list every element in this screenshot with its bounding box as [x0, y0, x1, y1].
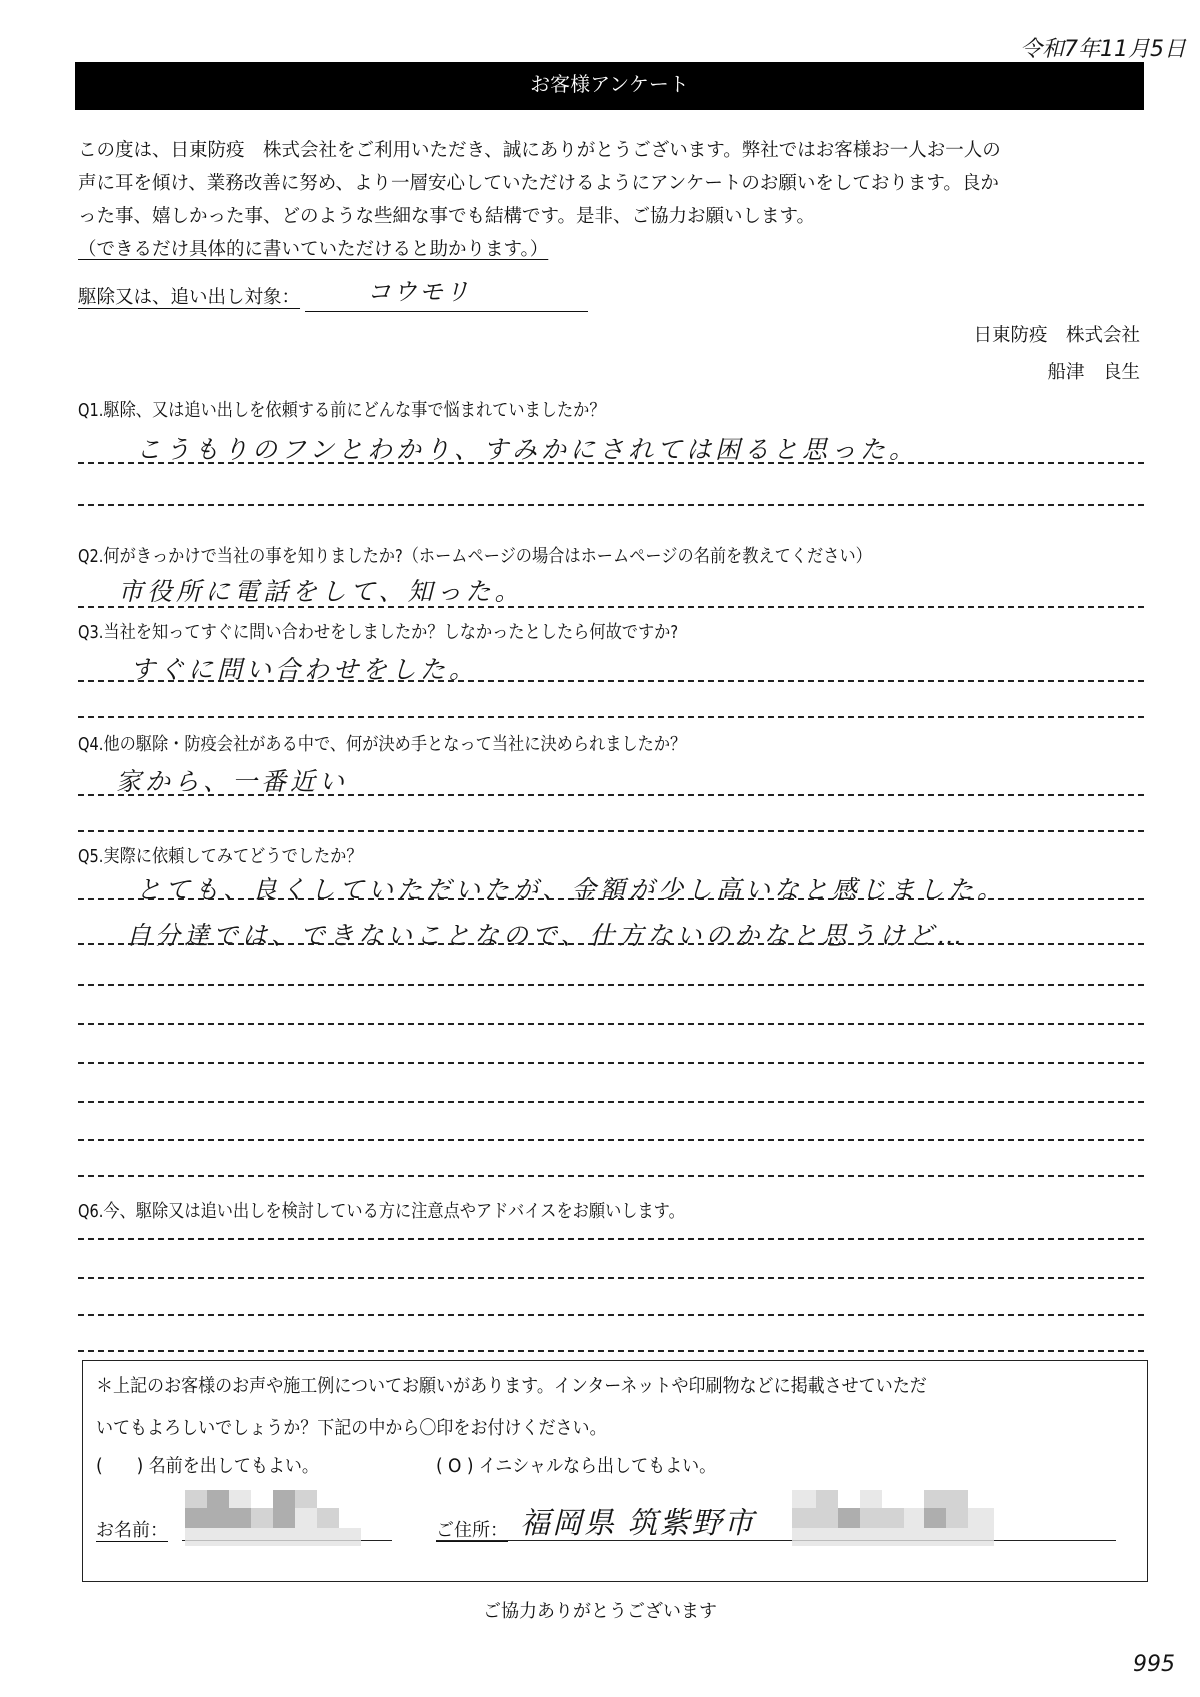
representative-name: 船津 良生	[1047, 362, 1140, 383]
option-initial-label: イニシャルなら出してもよい。	[478, 1456, 717, 1477]
answer-line	[78, 830, 1144, 832]
target-row	[78, 283, 300, 309]
consent-line-1: ＊上記のお客様のお声や施工例についてお願いがあります。インターネットや印刷物などに掲載させていただ	[96, 1376, 927, 1397]
option-initial	[436, 1452, 716, 1478]
survey-date: 令和7年11月5日	[1020, 37, 1186, 62]
intro-note: （できるだけ具体的に書いていただけると助かります。）	[78, 239, 549, 260]
answer-line	[78, 943, 1144, 945]
address-value[interactable]: 福岡県 筑紫野市	[520, 1506, 756, 1541]
consent-line-2: いてもよろしいでしょうか？下記の中から〇印をお付けください。	[96, 1418, 607, 1439]
intro-line: 声に耳を傾け、業務改善に努め、より一層安心していただけるようにアンケートのお願いをしております。良か	[78, 173, 999, 194]
intro-line: った事、嬉しかった事、どのような些細な事でも結構です。是非、ご協力お願いします。	[78, 206, 816, 227]
answer-line	[78, 1314, 1144, 1316]
answer-line	[78, 898, 1144, 900]
option-name-label: 名前を出してもよい。	[148, 1456, 319, 1477]
answer-line	[78, 794, 1144, 796]
answer-line	[78, 680, 1144, 682]
answer-line	[78, 1238, 1144, 1240]
answer-line	[78, 1277, 1144, 1279]
option-initial-checkbox[interactable]: ( O )	[436, 1456, 474, 1477]
page-title: お客様アンケート	[75, 62, 1144, 110]
target-label: 駆除又は、追い出し対象：	[78, 287, 301, 308]
question-4-label: Q4.他の駆除・防疫会社がある中で、何が決め手となって当社に決められましたか？	[78, 734, 687, 755]
name-field-redacted[interactable]	[185, 1490, 361, 1546]
question-5-answer-line-1[interactable]: とても、良くしていただいたが、金額が少し高いなと感じました。	[136, 875, 1007, 904]
question-5-answer-line-2[interactable]: 自分達では、できないことなので、仕方ないのかなと思うけど…	[126, 921, 967, 950]
answer-line	[78, 462, 1144, 464]
question-6-label: Q6.今、駆除又は追い出しを検討している方に注意点やアドバイスをお願いします。	[78, 1201, 685, 1222]
answer-line	[78, 716, 1144, 718]
answer-line	[78, 984, 1144, 986]
question-1-answer[interactable]: こうもりのフンとわかり、すみかにされては困ると思った。	[136, 435, 919, 464]
page-number: 995	[1133, 1652, 1175, 1677]
answer-line	[78, 1101, 1144, 1103]
answer-line	[78, 1350, 1144, 1352]
name-label: お名前：	[96, 1520, 168, 1541]
address-label: ご住所：	[436, 1520, 508, 1541]
target-value[interactable]: コウモリ	[367, 278, 471, 306]
answer-line	[78, 1023, 1144, 1025]
answer-line	[78, 606, 1144, 608]
thanks-message: ご協力ありがとうございます	[483, 1601, 717, 1622]
answer-line	[78, 1062, 1144, 1064]
question-3-answer[interactable]: すぐに問い合わせをした。	[130, 655, 479, 684]
answer-line	[78, 1139, 1144, 1141]
question-2-answer[interactable]: 市役所に電話をして、知った。	[118, 577, 524, 606]
question-2-label: Q2.何がきっかけで当社の事を知りましたか?（ホームページの場合はホームページの名前を教えてください）	[78, 546, 872, 567]
target-underline	[305, 311, 588, 312]
question-1-label: Q1.駆除、又は追い出しを依頼する前にどんな事で悩まれていましたか？	[78, 400, 606, 421]
question-5-label: Q5.実際に依頼してみてどうでしたか？	[78, 846, 363, 867]
answer-line	[78, 1175, 1144, 1177]
answer-line	[78, 504, 1144, 506]
question-3-label: Q3.当社を知ってすぐに問い合わせをしましたか？しなかったとしたら何故ですか?	[78, 622, 679, 643]
question-4-answer[interactable]: 家から、一番近い	[116, 767, 349, 796]
intro-text	[78, 134, 1158, 266]
address-field-redacted[interactable]	[792, 1490, 1002, 1546]
intro-line: この度は、日東防疫 株式会社をご利用いただき、誠にありがとうございます。弊社ではお客様お一人お一人の	[78, 140, 1001, 161]
company-name: 日東防疫 株式会社	[973, 325, 1140, 346]
option-name-checkbox[interactable]: ( )	[96, 1456, 144, 1477]
option-name	[96, 1452, 319, 1478]
